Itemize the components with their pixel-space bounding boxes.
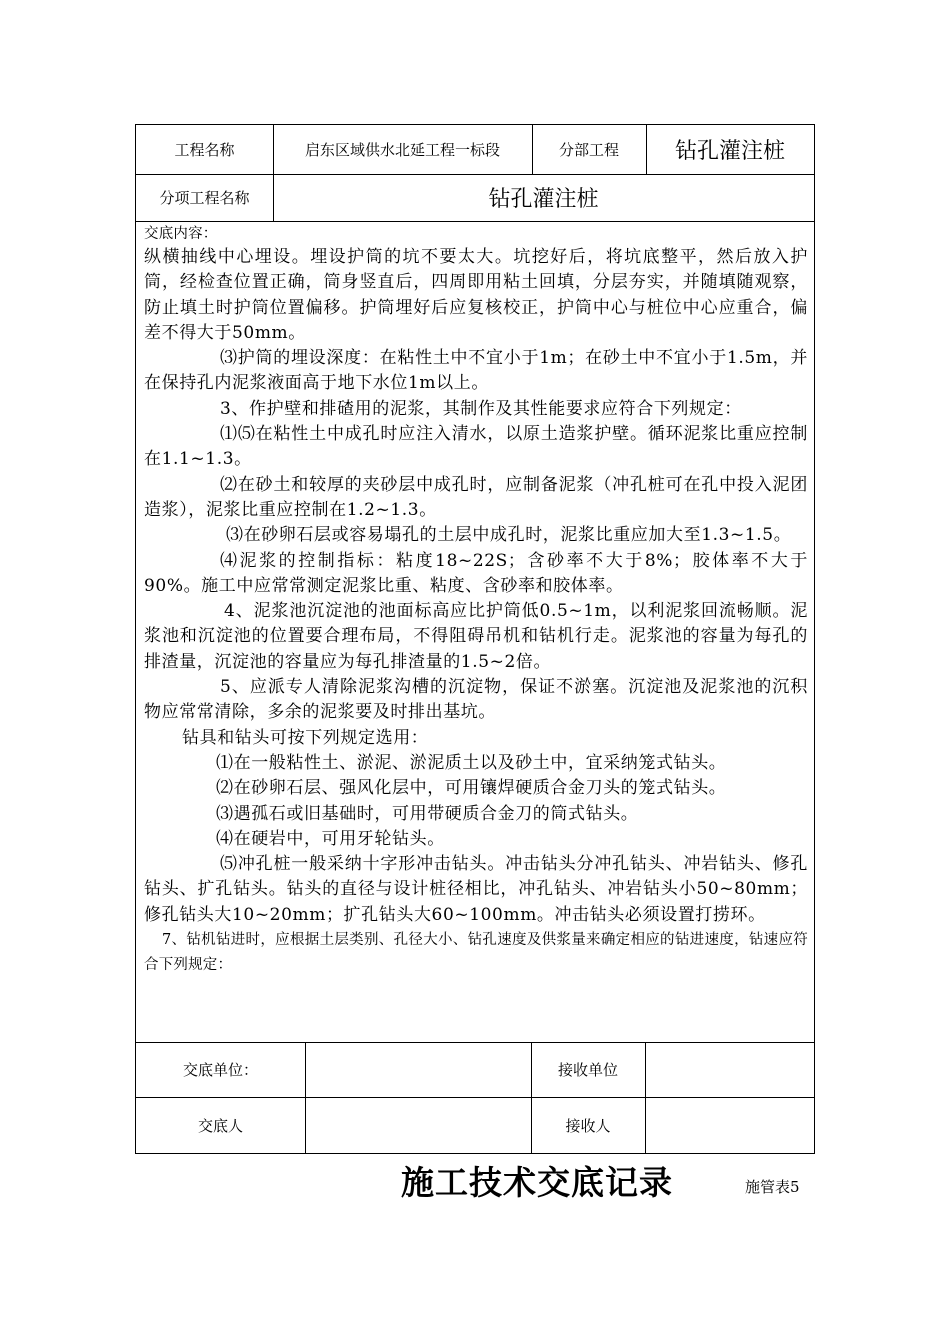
content-paragraph: ⑴在一般粘性土、淤泥、淤泥质土以及砂土中，宜采纳笼式钻头。 bbox=[216, 752, 727, 773]
content-paragraph: 4、泥浆池沉淀池的池面标高应比护筒低0.5~1m，以利泥浆回流畅顺。泥浆池和沉淀池的位置要合理布局，不得阻碍吊机和钻机行走。泥浆池的容量为每孔的排渣量，沉淀池的容量应为每孔排渣量的1.5~2倍。 bbox=[144, 601, 808, 672]
content-paragraph: ⑶遇孤石或旧基础时，可用带硬质合金刀的筒式钻头。 bbox=[216, 803, 639, 824]
project-name-value: 启东区域供水北延工程一标段 bbox=[304, 141, 500, 159]
record-table bbox=[135, 124, 815, 1154]
handover-unit-label: 交底单位： bbox=[182, 1061, 258, 1079]
content-paragraph: ⑵在砂土和较厚的夹砂层中成孔时，应制备泥浆（冲孔桩可在孔中投入泥团造浆），泥浆比重应控制在1.2~1.3。 bbox=[144, 474, 808, 520]
content-paragraph: ⑷在硬岩中，可用牙轮钻头。 bbox=[216, 828, 445, 849]
handover-person-label: 交底人 bbox=[197, 1116, 243, 1135]
subitem-label: 分项工程名称 bbox=[159, 189, 250, 207]
receiver-unit-label: 接收单位 bbox=[557, 1061, 618, 1079]
row-divider bbox=[136, 221, 814, 222]
content-paragraph: 纵横抽线中心埋设。埋设护筒的坑不要太大。坑挖好后，将坑底整平，然后放入护筒，经检查位置正确，筒身竖直后，四周即用粘土回填，分层夯实，并随填随观察，防止填土时护筒位置偏移。护筒埋好后应复核校正，护筒中心与桩位中心应重合，偏差不得大于50mm。 bbox=[144, 247, 808, 343]
document-title: 施工技术交底记录 bbox=[401, 1163, 673, 1202]
subitem-value: 钻孔灌注桩 bbox=[488, 187, 599, 212]
content-paragraph: ⑵在砂卵石层、强风化层中，可用镶焊硬质合金刀头的笼式钻头。 bbox=[216, 778, 727, 799]
receiver-unit-field[interactable] bbox=[645, 1042, 814, 1097]
content-paragraph: ⑶护筒的埋设深度：在粘性土中不宜小于1m；在砂土中不宜小于1.5m，并在保持孔内泥浆液面高于地下水位1m以上。 bbox=[144, 348, 808, 394]
content-paragraph: ⑸冲孔桩一般采纳十字形冲击钻头。冲击钻头分冲孔钻头、冲岩钻头、修孔钻头、扩孔钻头。钻头的直径与设计桩径相比，冲孔钻头、冲岩钻头小50~80mm；修孔钻头大10~20mm；扩孔钻头大60~100mm。冲击钻头必须设置打捞环。 bbox=[144, 854, 808, 925]
division-value: 钻孔灌注桩 bbox=[674, 139, 785, 164]
project-name-label: 工程名称 bbox=[174, 141, 235, 159]
content-heading: 交底内容： bbox=[144, 226, 218, 242]
content-paragraph: 7、钻机钻进时，应根据土层类别、孔径大小、钻孔速度及供浆量来确定相应的钻进速度，钻速应符合下列规定： bbox=[144, 932, 808, 974]
content-paragraph: ⑶在砂卵石层或容易塌孔的土层中成孔时，泥浆比重应加大至1.3~1.5。 bbox=[226, 525, 792, 546]
handover-unit-field[interactable] bbox=[305, 1042, 531, 1097]
content-paragraph: 5、应派专人清除泥浆沟槽的沉淀物，保证不淤塞。沉淀池及泥浆池的沉积物应常常清除，多余的泥浆要及时排出基坑。 bbox=[144, 677, 808, 723]
content-paragraph: 钻具和钻头可按下列规定选用： bbox=[182, 727, 429, 748]
content-paragraph: ⑴⑸在粘性土中成孔时应注入清水，以原土造浆护壁。循环泥浆比重应控制在1.1~1.3。 bbox=[144, 424, 808, 470]
receiver-person-label: 接收人 bbox=[565, 1116, 611, 1135]
handover-person-field[interactable] bbox=[305, 1097, 531, 1153]
form-number: 施管表5 bbox=[745, 1178, 800, 1196]
content-body bbox=[144, 223, 808, 1043]
receiver-person-field[interactable] bbox=[645, 1097, 814, 1153]
division-label: 分部工程 bbox=[558, 141, 619, 159]
content-paragraph: 3、作护壁和排碴用的泥浆，其制作及其性能要求应符合下列规定： bbox=[220, 398, 742, 419]
content-paragraph: ⑷泥浆的控制指标：粘度18~22S；含砂率不大于8%；胶体率不大于90%。施工中应常常测定泥浆比重、粘度、含砂率和胶体率。 bbox=[144, 550, 808, 596]
